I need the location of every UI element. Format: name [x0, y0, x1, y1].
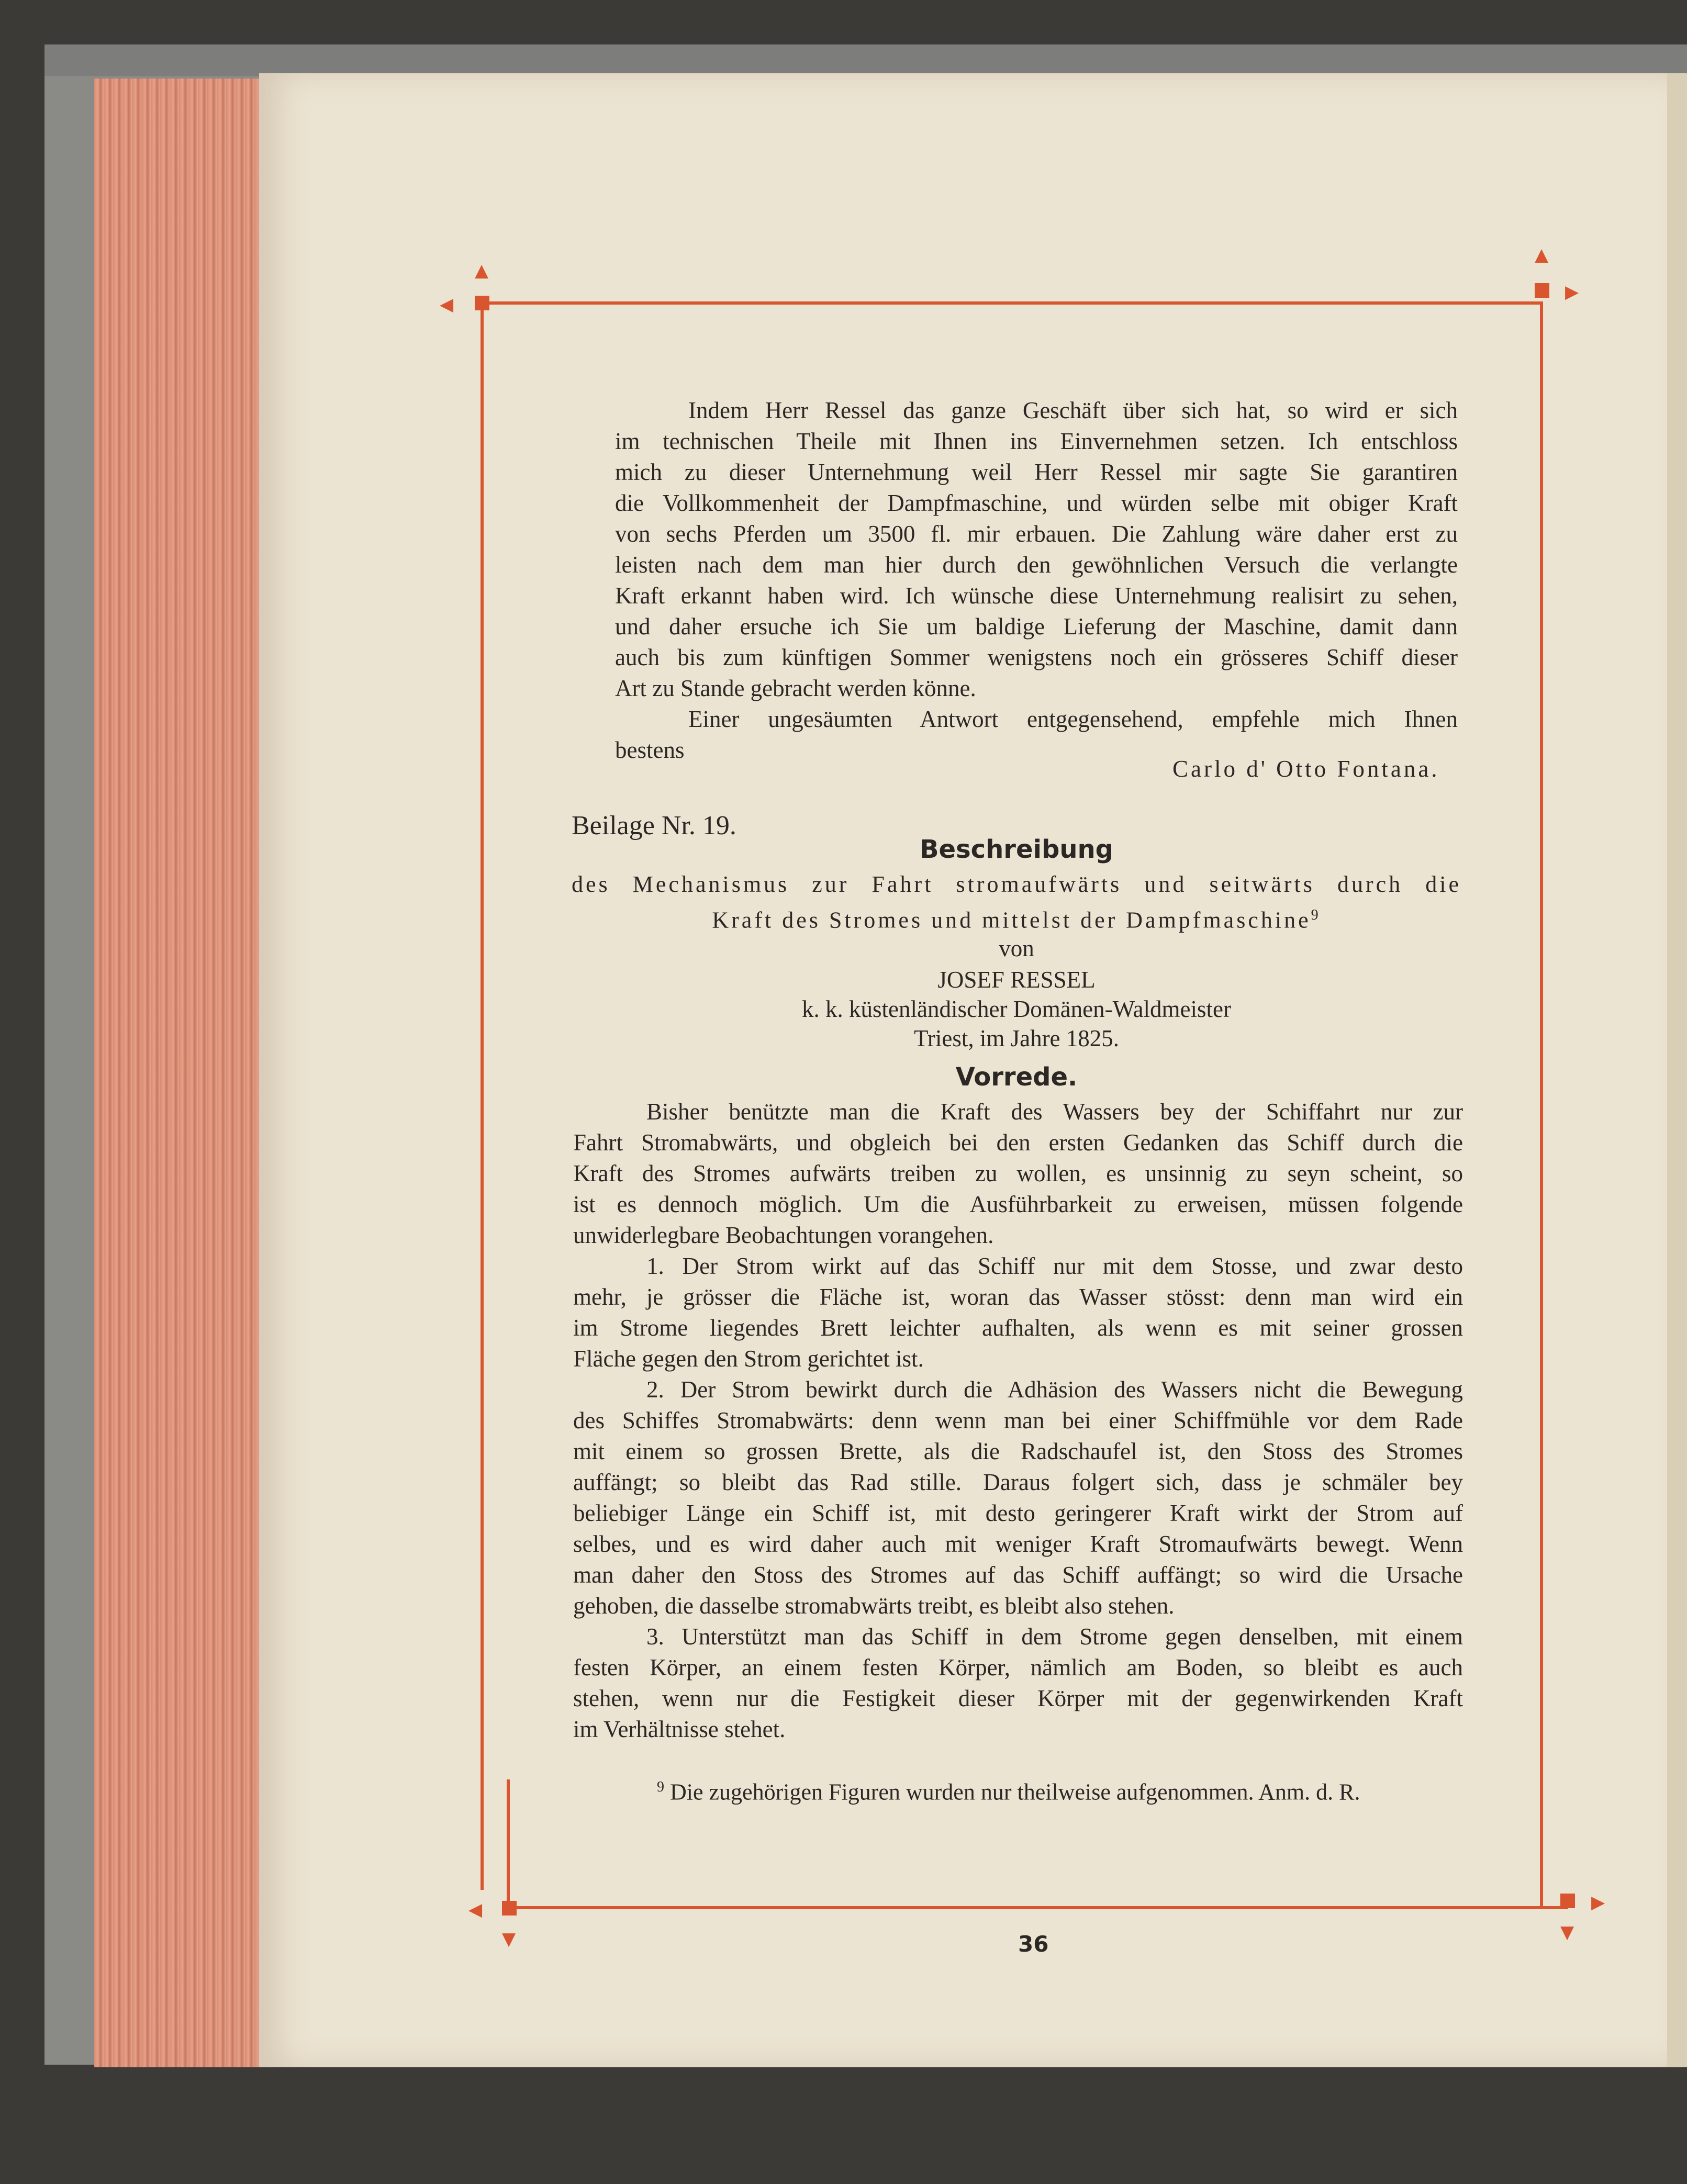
facing-page-edge: [1667, 73, 1687, 2067]
subtitle-line: des Mechanismus zur Fahrt stromaufwärts und seitwärts durch die: [572, 871, 1461, 897]
text-line: Kraft des Stromes aufwärts treiben zu wollen, es unsinnig zu seyn scheint, so: [573, 1160, 1463, 1186]
frame-right-line: [1540, 301, 1543, 1908]
cover-top-edge: [44, 44, 1687, 76]
body-text: [573, 1096, 1463, 1745]
beilage-label: Beilage Nr. 19.: [572, 811, 736, 841]
footnote-text: Die zugehörigen Figuren wurden nur theilweise aufgenommen. Anm. d. R.: [670, 1779, 1360, 1805]
page-edges: [94, 79, 262, 2067]
text-line: mit einem so grossen Brette, als die Radschaufel ist, den Stoss des Stromes: [573, 1438, 1463, 1464]
ornament-arrow-down-icon: ▼: [1560, 1922, 1574, 1943]
vorrede-heading: Vorrede.: [955, 1062, 1078, 1092]
subtitle-line-text: Kraft des Stromes und mittelst der Dampfmaschine: [712, 907, 1311, 933]
text-line: mich zu dieser Unternehmung weil Herr Ressel mir sagte Sie garantiren: [615, 459, 1458, 485]
text-line: gehoben, die dasselbe stromabwärts treibt, es bleibt also stehen.: [573, 1593, 1175, 1619]
text-line: bestens: [615, 737, 685, 763]
frame-corner-top-left: [475, 296, 489, 310]
ornament-arrow-up-icon: ▲: [475, 260, 489, 281]
text-line: festen Körper, an einem festen Körper, nämlich am Boden, so bleibt es auch: [573, 1654, 1463, 1681]
text-line: unwiderlegbare Beobachtungen vorangehen.: [573, 1222, 994, 1248]
text-line: im Strome liegendes Brett leichter aufhalten, als wenn es mit seiner grossen: [573, 1315, 1463, 1341]
text-line: die Vollkommenheit der Dampfmaschine, und würden selbe mit obiger Kraft: [615, 490, 1458, 516]
text-line: Kraft erkannt haben wird. Ich wünsche diese Unternehmung realisirt zu sehen,: [615, 583, 1458, 609]
frame-corner-top-right: [1535, 283, 1549, 298]
text-line: mehr, je grösser die Fläche ist, woran das Wasser stösst: denn man wird ein: [573, 1284, 1463, 1310]
text-line: des Schiffes Stromabwärts: denn wenn man bei einer Schiffmühle vor dem Rade: [573, 1407, 1463, 1433]
author-name: JOSEF RESSEL: [937, 967, 1096, 993]
text-line: und daher ersuche ich Sie um baldige Lieferung der Maschine, damit dann: [615, 613, 1458, 640]
text-line: auffängt; so bleibt das Rad stille. Daraus folgert sich, dass je schmäler bey: [573, 1469, 1463, 1495]
text-line: beliebiger Länge ein Schiff ist, mit desto geringerer Kraft wirkt der Strom auf: [573, 1500, 1463, 1526]
footnote-number: 9: [657, 1779, 664, 1795]
von-line: von: [999, 935, 1034, 961]
frame-corner-bottom-right: [1560, 1894, 1575, 1908]
subtitle-block: [572, 869, 1461, 936]
ornament-arrow-left-icon: ◀: [468, 1899, 483, 1920]
text-line: leisten nach dem man hier durch den gewöhnlichen Versuch die verlangte: [615, 552, 1458, 578]
text-line: Fahrt Stromabwärts, und obgleich bei den ersten Gedanken das Schiff durch die: [573, 1129, 1463, 1156]
ornament-arrow-down-icon: ▼: [502, 1929, 516, 1950]
text-line: von sechs Pferden um 3500 fl. mir erbauen. Die Zahlung wäre daher erst zu: [615, 521, 1458, 547]
frame-corner-bottom-left: [502, 1901, 517, 1916]
letter-paragraph-1: [615, 395, 1458, 766]
text-line: selbes, und es wird daher auch mit weniger Kraft Stromaufwärts bewegt. Wenn: [573, 1531, 1463, 1557]
text-line: Einer ungesäumten Antwort entgegensehend, empfehle mich Ihnen: [688, 706, 1458, 732]
ornament-arrow-right-icon: ▶: [1565, 282, 1579, 303]
text-line: Bisher benützte man die Kraft des Wassers bey der Schiffahrt nur zur: [646, 1099, 1463, 1125]
text-line: Fläche gegen den Strom gerichtet ist.: [573, 1346, 924, 1372]
place-date: Triest, im Jahre 1825.: [913, 1025, 1120, 1051]
letter-signature: Carlo d' Otto Fontana.: [1172, 756, 1440, 782]
text-line: im Verhältnisse stehet.: [573, 1716, 786, 1742]
footnote: [657, 1772, 1473, 1808]
text-line: 1. Der Strom wirkt auf das Schiff nur mit dem Stosse, und zwar desto: [646, 1253, 1463, 1279]
frame-top-line: [481, 301, 1541, 305]
text-line: man daher den Stoss des Stromes auf das Schiff auffängt; so wird die Ursache: [573, 1562, 1463, 1588]
text-line: 2. Der Strom bewirkt durch die Adhäsion des Wassers nicht die Bewegung: [646, 1376, 1463, 1403]
text-line: stehen, wenn nur die Festigkeit dieser Körper mit der gegenwirkenden Kraft: [573, 1685, 1463, 1711]
text-line: 3. Unterstützt man das Schiff in dem Strome gegen denselben, mit einem: [646, 1623, 1463, 1650]
text-line: Art zu Stande gebracht werden könne.: [615, 675, 976, 701]
text-line: im technischen Theile mit Ihnen ins Einvernehmen setzen. Ich entschloss: [615, 428, 1458, 454]
ornament-arrow-up-icon: ▲: [1535, 244, 1549, 265]
ornament-arrow-left-icon: ◀: [440, 294, 454, 315]
frame-left-line: [481, 301, 484, 1890]
frame-left-lower-line: [507, 1779, 510, 1908]
text-line: ist es dennoch möglich. Um die Ausführbarkeit zu erweisen, müssen folgende: [573, 1191, 1463, 1217]
ornament-arrow-right-icon: ▶: [1591, 1892, 1605, 1913]
subtitle-line: [572, 900, 1461, 936]
frame-bottom-line: [508, 1906, 1568, 1909]
section-heading: Beschreibung: [919, 835, 1114, 864]
text-line: Indem Herr Ressel das ganze Geschäft über sich hat, so wird er sich: [688, 397, 1458, 423]
footnote-marker: 9: [1311, 907, 1321, 923]
author-title: k. k. küstenländischer Domänen-Waldmeister: [802, 996, 1231, 1022]
page-number: 36: [1018, 1931, 1049, 1957]
text-line: auch bis zum künftigen Sommer wenigstens noch ein grösseres Schiff dieser: [615, 644, 1458, 670]
